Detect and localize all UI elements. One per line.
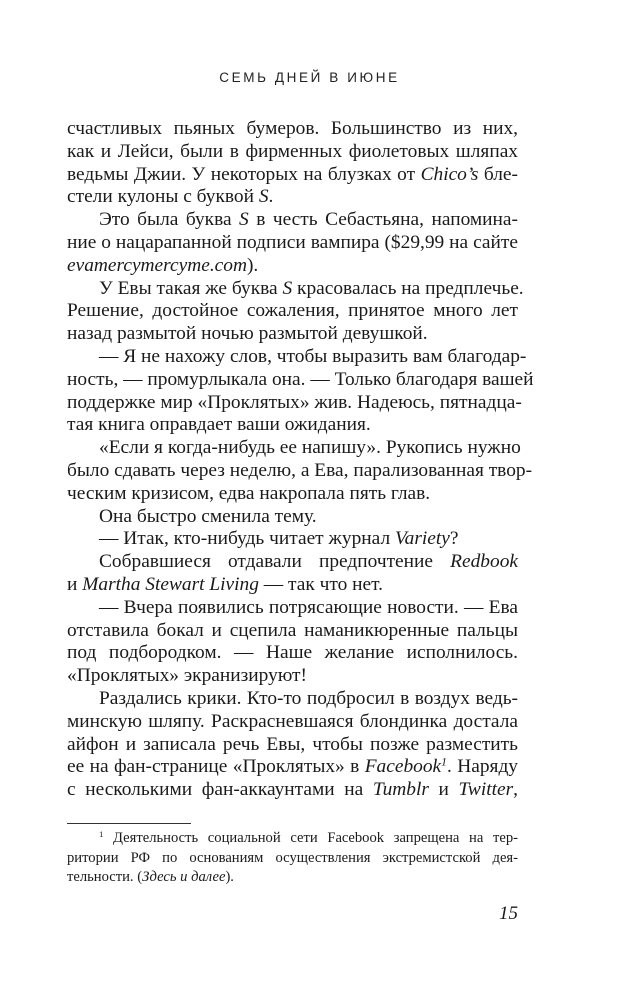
footnote-line	[67, 829, 518, 849]
text-line	[67, 414, 518, 437]
text-span: и	[67, 573, 83, 595]
footnote-line	[67, 868, 518, 888]
text-span: «Проклятых» экранизируют!	[67, 665, 307, 687]
text-span: Она быстро сменила тему.	[99, 505, 317, 527]
italic-span: Facebook	[364, 756, 442, 778]
italic-span: Здесь и далее	[142, 869, 226, 886]
text-span: Раздались крики. Кто-то подбросил в воздух ведь-	[99, 687, 518, 709]
footnote-marker: 1	[441, 755, 447, 769]
text-span: поддержке мир «Проклятых» жив. Надеюсь, пятнадца-	[67, 391, 522, 413]
text-span: — Итак, кто-нибудь читает журнал	[99, 528, 395, 550]
text-line	[67, 506, 518, 529]
text-line	[67, 391, 522, 415]
text-line	[67, 277, 524, 301]
text-span: под подбородком. — Наше желание исполнилось.	[67, 642, 518, 664]
text-span: как и Лейси, были в фирменных фиолетовых шляпах	[67, 140, 518, 162]
text-span: Собравшиеся отдавали предпочтение	[99, 551, 451, 573]
text-line	[67, 779, 518, 802]
text-line	[67, 118, 518, 141]
footnote-marker: 1	[99, 829, 104, 840]
text-line	[67, 756, 518, 779]
text-span: и	[428, 779, 459, 801]
italic-span: Variety	[394, 528, 450, 550]
text-line	[67, 574, 518, 597]
text-span: ).	[246, 254, 259, 276]
text-line	[67, 734, 518, 757]
text-span: ,	[513, 779, 518, 801]
text-span: в честь Себастьяна, напомина-	[248, 209, 518, 231]
text-span: ).	[225, 869, 234, 886]
italic-span: Martha Stewart Living	[82, 573, 259, 595]
footnote-line	[67, 849, 518, 869]
text-line	[67, 483, 518, 506]
italic-span: evamercymercyme.com	[67, 254, 247, 276]
italic-span: S	[258, 186, 269, 208]
text-span: айфон и записала речь Евы, чтобы позже разместить	[67, 733, 518, 755]
text-span: .	[268, 186, 274, 208]
text-span: назад размытой ночью размытой девушкой.	[67, 323, 428, 345]
text-line	[67, 323, 518, 346]
text-line	[67, 368, 534, 392]
italic-span: Redbook	[450, 551, 518, 573]
text-line	[67, 209, 518, 232]
italic-span: S	[239, 209, 249, 231]
text-line	[67, 642, 518, 665]
text-line	[67, 141, 518, 164]
text-line	[67, 345, 527, 369]
text-line	[67, 232, 518, 255]
text-span: ведьмы Джии. У некоторых на блузках от	[67, 163, 421, 185]
text-line	[67, 688, 518, 711]
footnote-separator	[67, 823, 191, 824]
running-header: СЕМЬ ДНЕЙ В ИЮНЕ	[219, 70, 400, 85]
text-span: — Я не нахожу слов, чтобы выразить вам благодар-	[99, 345, 527, 367]
text-line	[67, 665, 518, 688]
text-span: ритории РФ по основаниям осуществления экстремистской дея-	[67, 849, 518, 866]
text-span: ческим кризисом, едва накропала пять глав.	[67, 482, 431, 504]
page-number: 15	[499, 903, 518, 924]
text-span: тельности. (	[67, 869, 143, 886]
text-span: ?	[449, 528, 459, 550]
text-line	[67, 300, 518, 323]
text-span: Решение, достойное сожаления, принятое много лет	[67, 300, 518, 322]
text-line	[67, 459, 533, 483]
text-span: Деятельность социальной сети Facebook запрещена на тер-	[103, 830, 518, 846]
text-span: ность, — промурлыкала она. — Только благодаря вашей	[67, 368, 534, 390]
text-span: минскую шляпу. Раскрасневшаяся блондинка достала	[67, 710, 518, 732]
text-span: было сдавать через неделю, а Ева, парализованная твор-	[67, 459, 533, 481]
text-span: — так что нет.	[258, 573, 383, 595]
text-span: У Евы такая же буква	[99, 277, 283, 299]
text-span: «Если я когда-нибудь ее напишу». Рукопись нужно	[99, 437, 521, 459]
text-span: бле-	[478, 163, 518, 185]
text-line	[67, 186, 518, 209]
text-span: красовалась на предплечье.	[292, 277, 524, 299]
text-span: тая книга оправдает ваши ожидания.	[67, 414, 371, 436]
text-line	[67, 711, 518, 734]
text-span: Это была буква	[99, 209, 240, 231]
footnote	[67, 829, 518, 888]
italic-span: Tumblr	[372, 779, 429, 801]
italic-span: Twitter	[458, 779, 514, 801]
text-line	[67, 164, 518, 187]
text-line	[67, 437, 521, 460]
text-line	[67, 528, 518, 551]
text-span: с несколькими фан-аккаунтами на	[67, 779, 373, 801]
text-line	[67, 597, 518, 620]
text-span: . Наряду	[446, 756, 518, 778]
body-text	[67, 118, 534, 802]
text-span: стели кулоны с буквой	[67, 186, 259, 208]
text-line	[67, 551, 518, 574]
text-span: — Вчера появились потрясающие новости. — Ева	[99, 596, 518, 618]
text-line	[67, 255, 518, 278]
text-span: ние о нацарапанной подписи вампира ($29,99 на сайте	[67, 231, 518, 253]
italic-span: S	[282, 277, 293, 299]
text-span: счастливых пьяных бумеров. Большинство из них,	[67, 118, 518, 139]
text-line	[67, 620, 518, 643]
text-span: отставила бокал и сцепила наманикюренные пальцы	[67, 619, 518, 641]
text-span: ее на фан-странице «Проклятых» в	[67, 756, 365, 778]
italic-span: Chico’s	[420, 163, 479, 185]
